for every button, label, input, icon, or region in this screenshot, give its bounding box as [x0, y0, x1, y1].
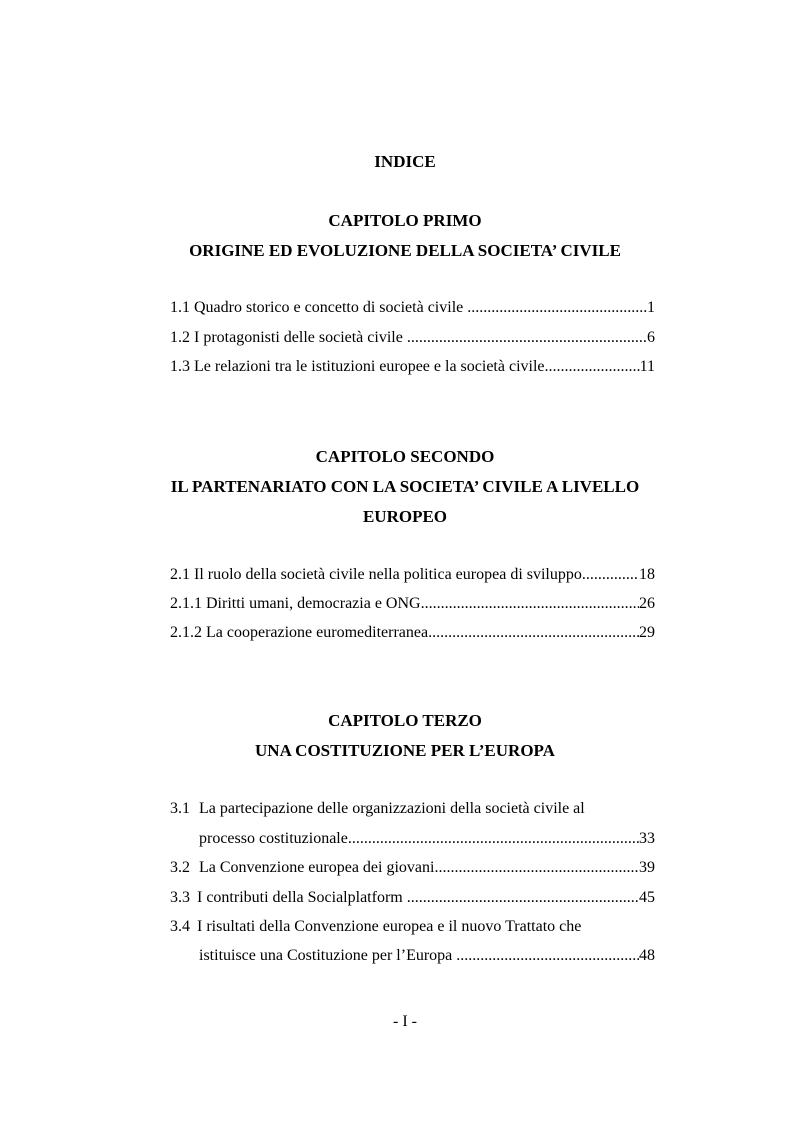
- toc-entry-page: 11: [639, 358, 655, 375]
- toc-entry-page: 39: [639, 859, 655, 876]
- toc-entry-page: 26: [639, 595, 655, 612]
- toc-entry-text: 1.1 Quadro storico e concetto di società civile: [170, 299, 468, 316]
- toc-entry-1-1[interactable]: [170, 298, 655, 318]
- toc-entry-2-1-1[interactable]: [170, 594, 655, 614]
- toc-entry-page: 48: [639, 947, 655, 964]
- toc-entry-1-2[interactable]: [170, 328, 655, 348]
- toc-leader-dots: [428, 623, 639, 643]
- toc-entry-3-4-number: 3.4: [170, 918, 190, 935]
- toc-leader-dots: [467, 298, 647, 318]
- chapter-2-subtitle-line-1: IL PARTENARIATO CON LA SOCIETA’ CIVILE A LIVELLO: [170, 477, 640, 496]
- toc-leader-dots: [545, 357, 640, 377]
- chapter-1-subtitle: ORIGINE ED EVOLUZIONE DELLA SOCIETA’ CIVILE: [189, 241, 621, 260]
- toc-entry-page: 6: [647, 329, 655, 346]
- toc-entry-page: 18: [639, 566, 655, 583]
- toc-entry-text: I contributi della Socialplatform: [197, 889, 407, 906]
- toc-entry-text: 1.3 Le relazioni tra le istituzioni europee e la società civile: [170, 358, 545, 375]
- toc-entry-2-1-2[interactable]: [170, 623, 655, 643]
- toc-entry-text: 1.2 I protagonisti delle società civile: [170, 329, 407, 346]
- toc-leader-dots: [348, 829, 639, 849]
- toc-leader-dots: [421, 594, 639, 614]
- toc-leader-dots: [456, 946, 639, 966]
- toc-entry-3-2-number: 3.2: [170, 859, 190, 876]
- toc-entry-page: 33: [639, 830, 655, 847]
- toc-entry-page: 1: [647, 299, 655, 316]
- toc-entry-3-1-number: 3.1: [170, 800, 190, 817]
- toc-leader-dots: [582, 565, 639, 585]
- toc-entry-text: 2.1.2 La cooperazione euromediterranea: [170, 624, 429, 641]
- toc-entry-text: istituisce una Costituzione per l’Europa: [199, 947, 457, 964]
- toc-entry-3-3-number: 3.3: [170, 889, 190, 906]
- page-title: INDICE: [374, 152, 436, 171]
- chapter-1-heading: CAPITOLO PRIMO: [328, 211, 482, 230]
- toc-entry-text: 2.1 Il ruolo della società civile nella politica europea di sviluppo: [170, 566, 582, 583]
- toc-entry-2-1[interactable]: [170, 565, 655, 585]
- toc-entry-3-2[interactable]: [199, 858, 655, 878]
- toc-entry-text: 2.1.1 Diritti umani, democrazia e ONG: [170, 595, 421, 612]
- toc-leader-dots: [434, 858, 639, 878]
- toc-entry-page: 29: [639, 624, 655, 641]
- toc-entry-3-4[interactable]: [199, 946, 655, 966]
- chapter-2-heading: CAPITOLO SECONDO: [315, 447, 495, 466]
- toc-leader-dots: [407, 328, 647, 348]
- toc-entry-3-4-first-line[interactable]: I risultati della Convenzione europea e il nuovo Trattato che: [197, 918, 582, 935]
- chapter-2-subtitle-line-2: EUROPEO: [362, 507, 448, 526]
- chapter-3-subtitle: UNA COSTITUZIONE PER L’EUROPA: [255, 741, 555, 760]
- toc-entry-3-3[interactable]: [197, 888, 655, 908]
- toc-entry-3-1[interactable]: [199, 829, 655, 849]
- toc-entry-text: La Convenzione europea dei giovani: [199, 859, 435, 876]
- chapter-3-heading: CAPITOLO TERZO: [328, 711, 482, 730]
- toc-entry-page: 45: [639, 889, 655, 906]
- toc-entry-1-3[interactable]: [170, 357, 655, 377]
- page-number-footer: - I -: [393, 1013, 417, 1030]
- toc-entry-text: processo costituzionale: [199, 830, 348, 847]
- toc-entry-3-1-first-line[interactable]: La partecipazione delle organizzazioni della società civile al: [199, 800, 585, 817]
- toc-leader-dots: [407, 888, 639, 908]
